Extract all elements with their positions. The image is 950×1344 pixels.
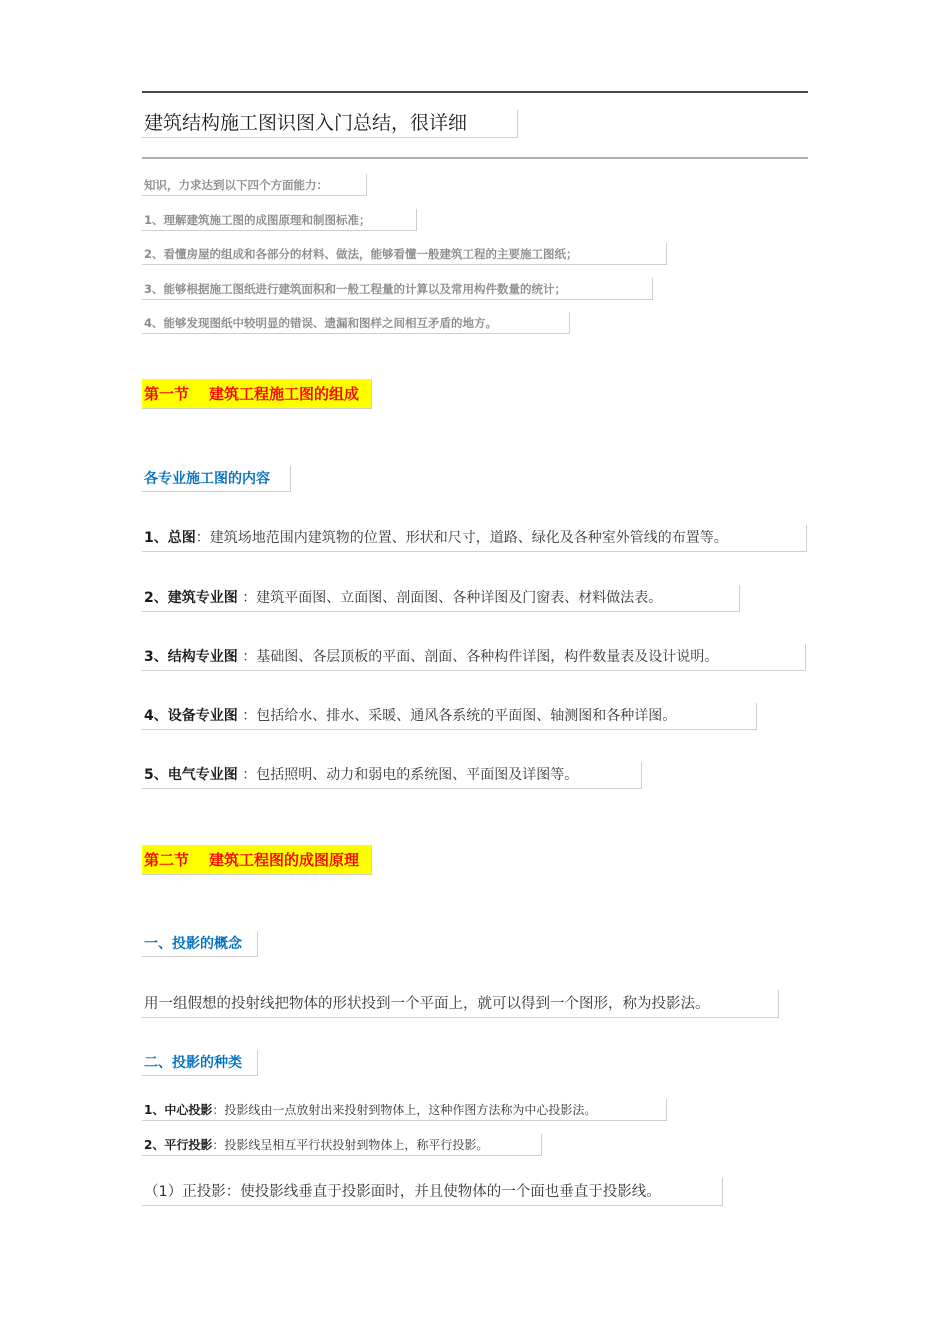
projection-concept-text: 用一组假想的投射线把物体的形状投到一个平面上，就可以得到一个图形，称为投影法。 [142,990,779,1018]
document-title: 建筑结构施工图识图入门总结，很详细 [142,110,518,138]
drawing-type-desc: ：包括给水、排水、采暖、通风各系统的平面图、轴测图和各种详图。 [237,708,677,724]
projection-type-item [142,1134,542,1156]
projection-type-term: 2、平行投影 [144,1138,213,1152]
drawing-type-item [142,644,806,671]
section-2-number: 第二节 [144,851,190,869]
drawing-type-item [142,762,642,789]
section-1-title: 建筑工程施工图的组成 [209,385,360,403]
drawing-type-item [142,525,807,552]
drawing-type-term: 4、设备专业图 [144,708,238,724]
top-rule [142,91,808,93]
projection-type-term: 1、中心投影 [144,1103,213,1117]
projection-types-heading: 二、投影的种类 [142,1050,258,1076]
drawing-type-desc: ：建筑平面图、立面图、剖面图、各种详图及门窗表、材料做法表。 [237,590,663,606]
section-2-title: 建筑工程图的成图原理 [209,851,360,869]
projection-type-desc: ：投影线呈相互平行状投射到物体上，称平行投影。 [212,1138,489,1152]
drawing-type-item [142,585,740,612]
drawing-type-desc: ：包括照明、动力和弱电的系统图、平面图及详图等。 [237,767,579,783]
drawing-type-desc: ：建筑场地范围内建筑物的位置、形状和尺寸，道路、绿化及各种室外管线的布置等。 [195,530,728,546]
intro-item-4: 4、能够发现图纸中较明显的错误、遗漏和图样之间相互矛盾的地方。 [142,312,570,334]
title-rule [142,157,808,159]
drawing-type-item [142,703,757,730]
drawing-type-term: 1、总图 [144,530,196,546]
intro-item-2: 2、看懂房屋的组成和各部分的材料、做法，能够看懂一般建筑工程的主要施工图纸； [142,243,667,265]
drawing-type-term: 5、电气专业图 [144,767,238,783]
intro-lead: 知识，力求达到以下四个方面能力： [142,174,367,196]
section-1-subheading: 各专业施工图的内容 [142,466,291,492]
projection-type-item [142,1099,667,1121]
orthographic-projection-text: （1）正投影：使投影线垂直于投影面时，并且使物体的一个面也垂直于投影线。 [142,1178,723,1206]
section-2-heading [142,845,372,875]
drawing-type-term: 2、建筑专业图 [144,590,238,606]
projection-type-desc: ：投影线由一点放射出来投射到物体上，这种作图方法称为中心投影法。 [212,1103,597,1117]
drawing-type-desc: ：基础图、各层顶板的平面、剖面、各种构件详图，构件数量表及设计说明。 [237,649,719,665]
intro-item-1: 1、理解建筑施工图的成图原理和制图标准； [142,209,417,231]
drawing-type-term: 3、结构专业图 [144,649,238,665]
section-1-number: 第一节 [144,385,190,403]
section-1-heading [142,379,372,409]
projection-concept-heading: 一、投影的概念 [142,931,258,957]
intro-item-3: 3、能够根据施工图纸进行建筑面积和一般工程量的计算以及常用构件数量的统计； [142,278,653,300]
